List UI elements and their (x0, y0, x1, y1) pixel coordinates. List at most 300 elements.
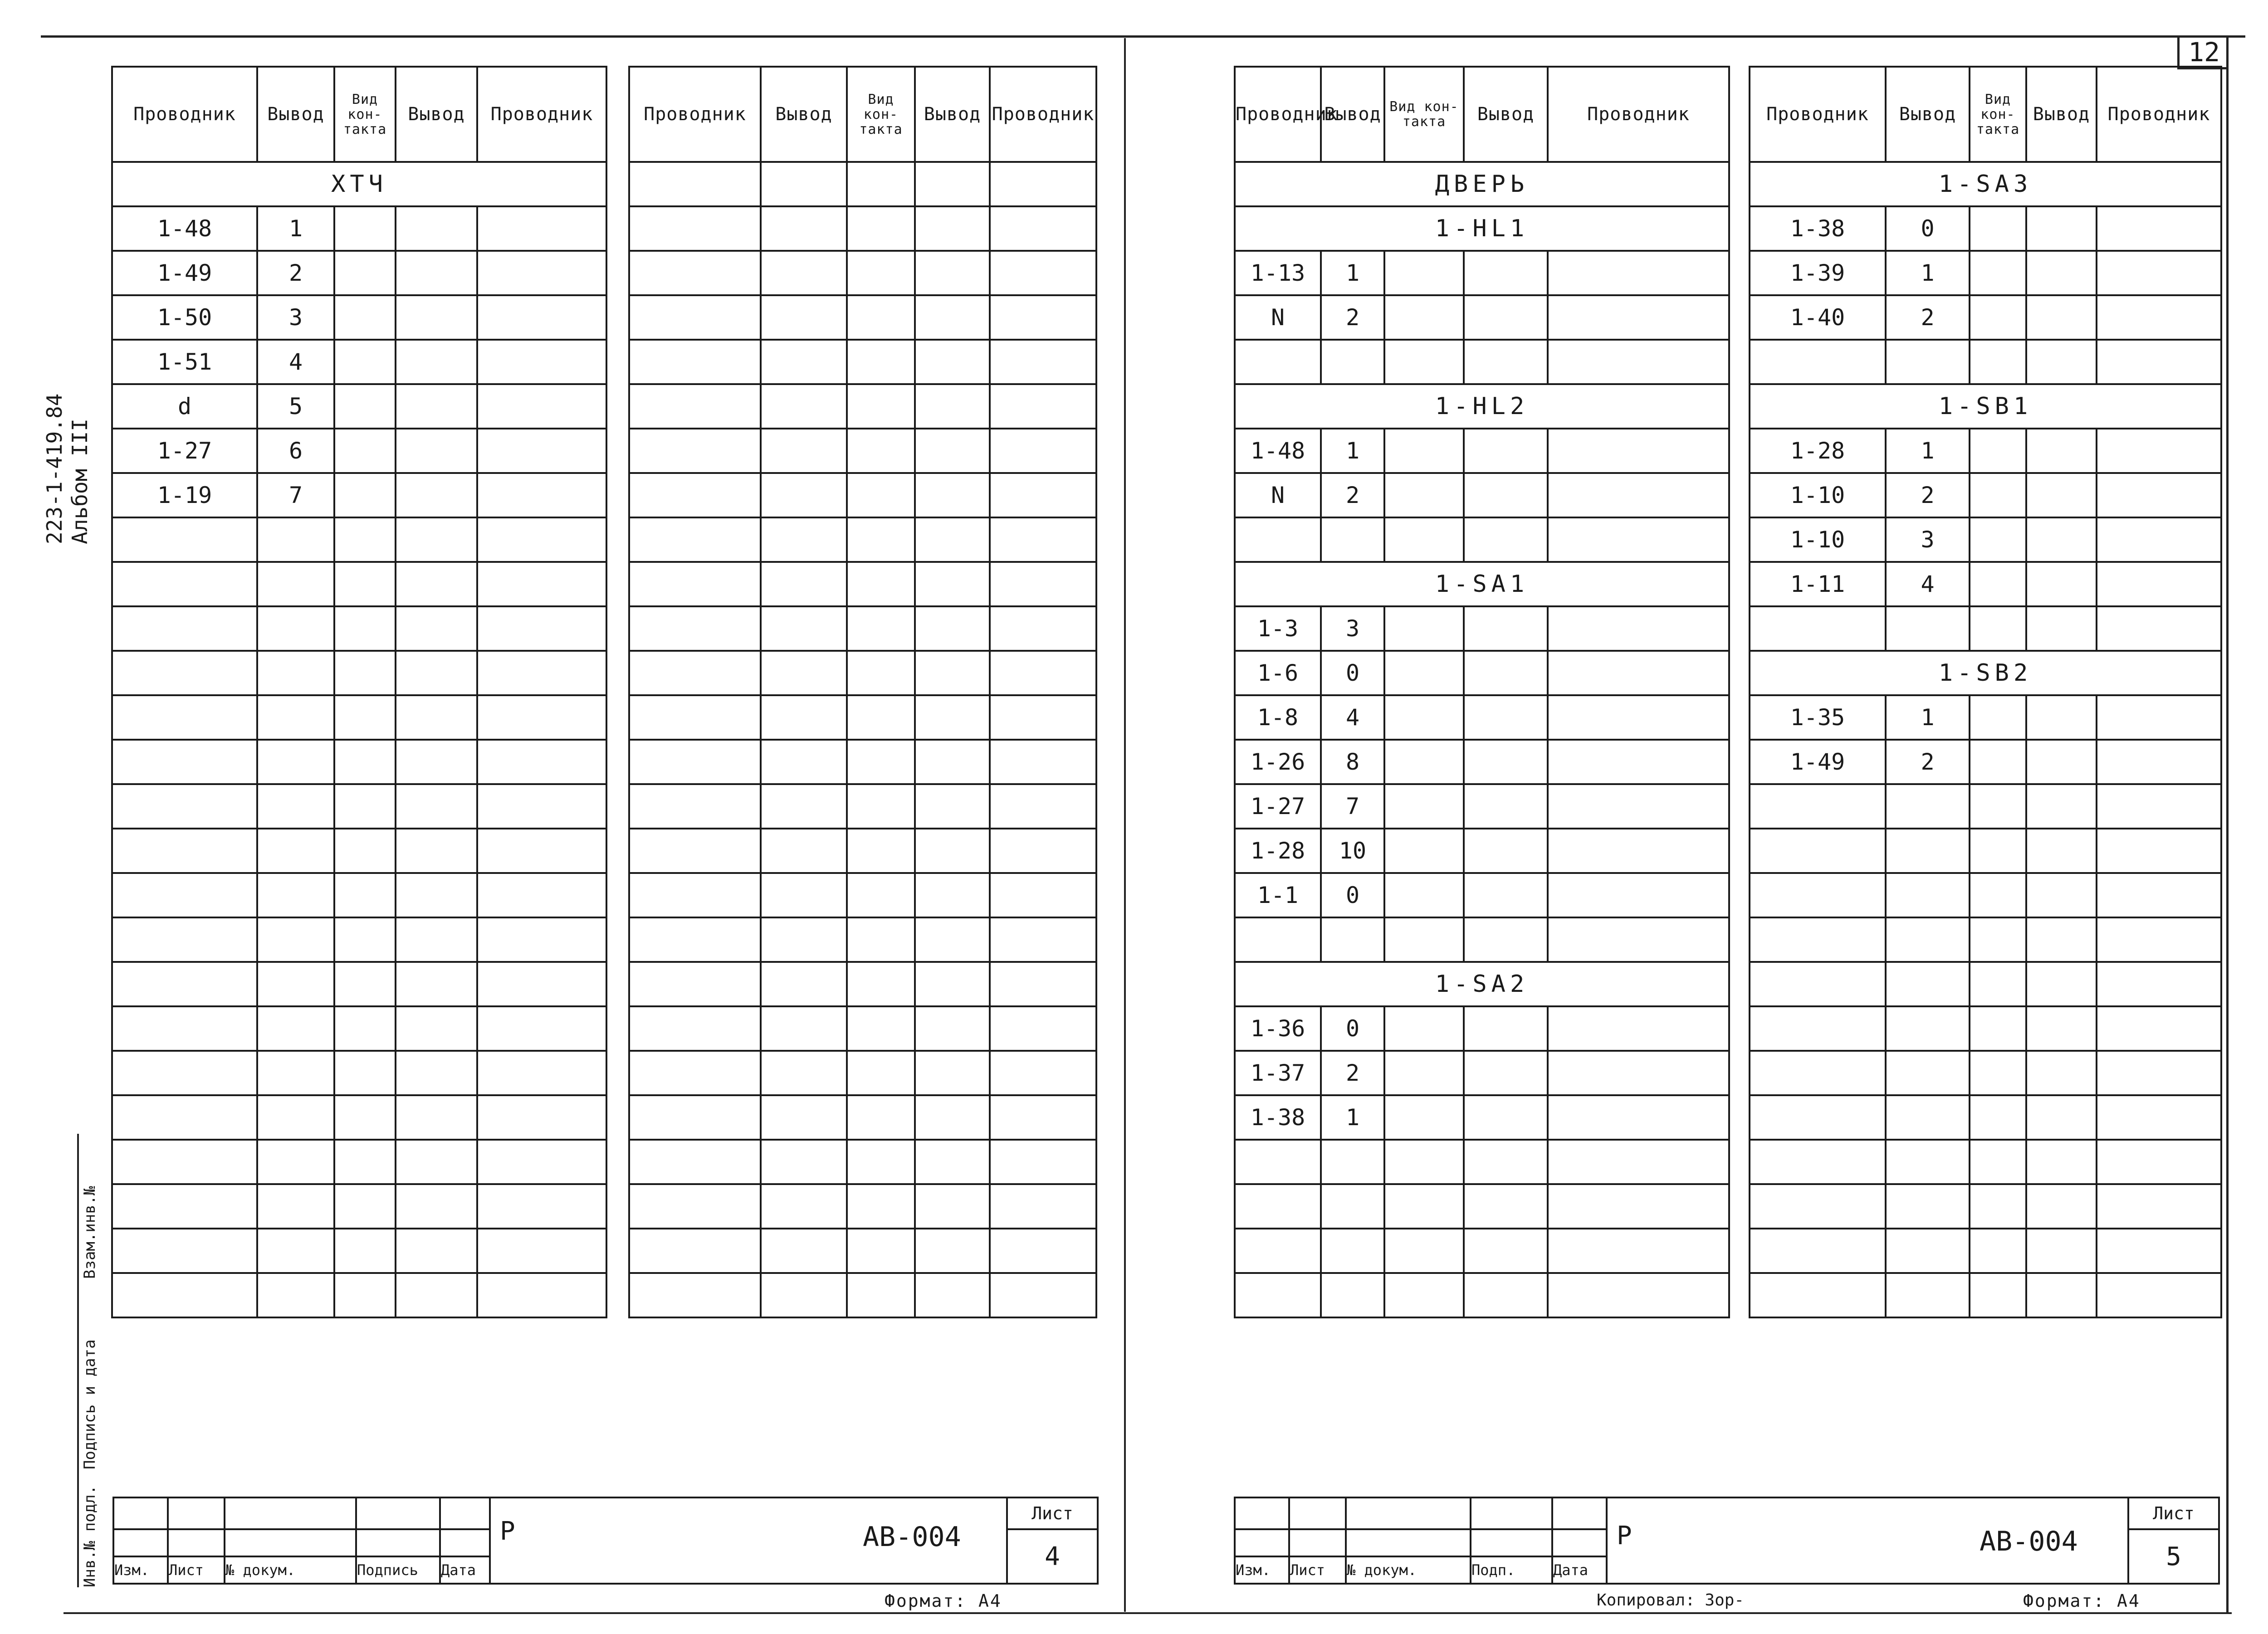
binding-code: 223-1-419.84 (42, 393, 67, 544)
table-cell (847, 740, 915, 784)
table-cell (2097, 1184, 2221, 1229)
table-row (1750, 784, 2221, 829)
left-sheet-number: 4 (1007, 1529, 1098, 1584)
table-cell (915, 206, 990, 251)
table-row (629, 873, 1096, 917)
table-row (1235, 1273, 1729, 1317)
table-cell (1464, 784, 1548, 829)
table-row (1750, 1140, 2221, 1184)
table-cell (1384, 829, 1464, 873)
side-stamp-line (77, 1134, 79, 1587)
table-row (1750, 340, 2221, 384)
table-cell: 3 (1321, 606, 1384, 651)
table-cell (761, 384, 847, 429)
table-cell (629, 651, 761, 695)
table-cell: 3 (257, 295, 334, 340)
table-cell (847, 1273, 915, 1317)
table-row (1750, 917, 2221, 962)
table-cell (761, 606, 847, 651)
table-cell (112, 917, 257, 962)
table-cell (396, 1095, 477, 1140)
table-row (1750, 606, 2221, 651)
table-cell: 5 (257, 384, 334, 429)
table-cell (2026, 295, 2097, 340)
table-cell (1548, 606, 1729, 651)
table-cell: 1-27 (112, 429, 257, 473)
table-cell: 1-51 (112, 340, 257, 384)
section-row (1750, 384, 2221, 429)
table-cell (990, 295, 1096, 340)
table-cell: 1 (1321, 429, 1384, 473)
table-cell: d (112, 384, 257, 429)
table-cell (1384, 1006, 1464, 1051)
table-cell (761, 251, 847, 295)
table-cell (257, 917, 334, 962)
table-cell (334, 1273, 396, 1317)
left-sheet-label: Лист (1007, 1497, 1098, 1529)
table-cell (915, 1140, 990, 1184)
table-row (1235, 295, 1729, 340)
table-cell (1321, 1273, 1384, 1317)
table-cell (477, 473, 606, 517)
table-cell (477, 1051, 606, 1095)
table-cell (334, 517, 396, 562)
table-cell (915, 829, 990, 873)
table-cell (629, 606, 761, 651)
table-cell (2097, 606, 2221, 651)
table-cell (1886, 1140, 1970, 1184)
table-cell (1886, 340, 1970, 384)
table-cell (915, 873, 990, 917)
table-cell (2097, 1051, 2221, 1095)
table-cell (477, 1140, 606, 1184)
right-sheet-number: 5 (2128, 1529, 2219, 1584)
copied-by-label: Копировал: Зор- (1597, 1591, 1745, 1610)
table-cell (1464, 917, 1548, 962)
table-cell (1384, 295, 1464, 340)
table-cell (257, 829, 334, 873)
left-col-date: Дата (440, 1556, 490, 1584)
table-cell (334, 384, 396, 429)
table-cell: 0 (1321, 1006, 1384, 1051)
table-cell (629, 429, 761, 473)
table-cell: 1 (1886, 695, 1970, 740)
right-title-block (1234, 1497, 2220, 1585)
table-cell (990, 606, 1096, 651)
table-cell (629, 517, 761, 562)
table-cell (990, 473, 1096, 517)
side-label-sign-date: Подпись и дата (81, 1339, 99, 1469)
table-cell (1750, 873, 1886, 917)
table-row (1750, 1006, 2221, 1051)
table-cell (761, 206, 847, 251)
table-cell (1970, 1006, 2026, 1051)
table-cell (990, 1051, 1096, 1095)
table-row (629, 740, 1096, 784)
section-title: ДВЕРЬ (1235, 162, 1729, 206)
side-label-inv-orig: Инв.№ подл. (81, 1485, 99, 1587)
table-cell (761, 784, 847, 829)
table-row (1235, 1051, 1729, 1095)
table-row (629, 917, 1096, 962)
table-cell (1970, 1140, 2026, 1184)
table-cell (915, 517, 990, 562)
table-cell (2097, 429, 2221, 473)
table-row (629, 1006, 1096, 1051)
table-cell (1384, 917, 1464, 962)
table-cell (847, 1095, 915, 1140)
table-cell: 10 (1321, 829, 1384, 873)
section-title: 1-HL2 (1235, 384, 1729, 429)
table-cell (915, 251, 990, 295)
table-cell (2097, 1095, 2221, 1140)
table-cell (1750, 1095, 1886, 1140)
table-cell (396, 917, 477, 962)
table-cell (1384, 473, 1464, 517)
section-row (1235, 384, 1729, 429)
table-cell (1970, 1273, 2026, 1317)
table-cell (1970, 873, 2026, 917)
table-cell (915, 473, 990, 517)
table-cell (1384, 740, 1464, 784)
table-cell (477, 740, 606, 784)
table-cell (915, 1229, 990, 1273)
table-cell (1464, 740, 1548, 784)
section-title: ХТЧ (112, 162, 606, 206)
table-cell (990, 873, 1096, 917)
table-cell (334, 651, 396, 695)
table-cell (1548, 784, 1729, 829)
table-cell: N (1235, 295, 1321, 340)
table-row (1750, 1095, 2221, 1140)
table-cell (396, 429, 477, 473)
table-cell: 1-49 (112, 251, 257, 295)
table-cell (1384, 340, 1464, 384)
table-cell (2097, 695, 2221, 740)
table-cell (1548, 340, 1729, 384)
table-row (629, 606, 1096, 651)
table-cell (1384, 784, 1464, 829)
table-row (629, 784, 1096, 829)
table-cell (1235, 917, 1321, 962)
table-cell (1750, 1140, 1886, 1184)
table-cell (1750, 1006, 1886, 1051)
table-cell (1384, 695, 1464, 740)
table-cell: 1-38 (1235, 1095, 1321, 1140)
table-cell (2026, 1229, 2097, 1273)
right-page-table-right (1749, 66, 2222, 1318)
table-cell (1321, 517, 1384, 562)
table-cell: 1-1 (1235, 873, 1321, 917)
table-cell (2026, 1273, 2097, 1317)
table-cell (334, 829, 396, 873)
table-cell (1235, 340, 1321, 384)
table-cell (915, 1273, 990, 1317)
table-cell (396, 873, 477, 917)
table-cell: 1-19 (112, 473, 257, 517)
table-cell (1970, 562, 2026, 606)
table-cell: 1 (1886, 429, 1970, 473)
table-cell (990, 917, 1096, 962)
table-cell (1886, 917, 1970, 962)
table-row (629, 1095, 1096, 1140)
table-cell (629, 917, 761, 962)
table-cell (847, 829, 915, 873)
table-cell (1464, 1006, 1548, 1051)
table-row (629, 829, 1096, 873)
table-cell (112, 873, 257, 917)
table-cell: 1-38 (1750, 206, 1886, 251)
table-cell (761, 429, 847, 473)
table-cell (847, 340, 915, 384)
table-cell (2026, 1095, 2097, 1140)
table-cell (1548, 917, 1729, 962)
table-cell (629, 873, 761, 917)
table-cell (761, 695, 847, 740)
table-cell (396, 473, 477, 517)
table-cell (112, 1140, 257, 1184)
table-cell (847, 517, 915, 562)
table-cell (334, 962, 396, 1006)
header-conductor: Проводник (1750, 67, 1886, 162)
header-terminal: Вывод (761, 67, 847, 162)
table-row (629, 517, 1096, 562)
table-cell (396, 784, 477, 829)
header-conductor: Проводник (2097, 67, 2221, 162)
table-cell (1384, 1051, 1464, 1095)
table-cell (847, 917, 915, 962)
table-cell (847, 784, 915, 829)
table-cell (847, 962, 915, 1006)
table-row (112, 473, 606, 517)
table-cell (990, 562, 1096, 606)
table-cell (1235, 1140, 1321, 1184)
table-cell: 1 (1321, 1095, 1384, 1140)
table-cell (2097, 295, 2221, 340)
table-cell: 2 (1321, 295, 1384, 340)
table-cell: 1-48 (112, 206, 257, 251)
table-cell (1750, 962, 1886, 1006)
table-row (112, 251, 606, 295)
table-cell (1750, 1273, 1886, 1317)
table-cell (761, 962, 847, 1006)
table-row (1235, 473, 1729, 517)
table-row (1235, 1095, 1729, 1140)
right-sheet-label: Лист (2128, 1497, 2219, 1529)
top-edge-line (41, 35, 2245, 38)
table-cell (1886, 829, 1970, 873)
table-row (1235, 740, 1729, 784)
table-cell (990, 251, 1096, 295)
table-cell (396, 695, 477, 740)
table-cell (396, 962, 477, 1006)
table-cell (1384, 651, 1464, 695)
table-cell (334, 1051, 396, 1095)
header-terminal: Вывод (396, 67, 477, 162)
table-cell: 2 (1321, 473, 1384, 517)
table-cell (1750, 1051, 1886, 1095)
table-cell (112, 695, 257, 740)
section-title: 1-HL1 (1235, 206, 1729, 251)
table-row (1235, 1006, 1729, 1051)
table-cell (257, 1229, 334, 1273)
table-cell (396, 606, 477, 651)
table-cell (396, 517, 477, 562)
table-cell (2097, 1006, 2221, 1051)
header-terminal: Вывод (1464, 67, 1548, 162)
table-cell (761, 1184, 847, 1229)
bottom-edge-line (64, 1612, 2232, 1614)
table-cell (257, 517, 334, 562)
header-contact-type: Вид кон-такта (1384, 67, 1464, 162)
table-cell (1548, 1229, 1729, 1273)
table-cell (2026, 1051, 2097, 1095)
table-row (1750, 206, 2221, 251)
table-cell (2097, 829, 2221, 873)
table-row (629, 384, 1096, 429)
table-cell (847, 206, 915, 251)
table-cell (990, 1229, 1096, 1273)
table-cell: 1-10 (1750, 473, 1886, 517)
table-cell (847, 695, 915, 740)
table-cell (2026, 695, 2097, 740)
table-cell (257, 562, 334, 606)
table-row (112, 295, 606, 340)
table-cell (915, 1006, 990, 1051)
section-row (1235, 962, 1729, 1006)
table-cell (396, 251, 477, 295)
binding-label (42, 394, 93, 544)
table-cell (629, 962, 761, 1006)
table-cell (477, 1184, 606, 1229)
table-cell (2026, 1140, 2097, 1184)
table-row (1235, 917, 1729, 962)
header-conductor: Проводник (629, 67, 761, 162)
table-cell: 1-37 (1235, 1051, 1321, 1095)
table-cell (112, 740, 257, 784)
table-cell (334, 1229, 396, 1273)
table-row (112, 829, 606, 873)
table-cell: 1-28 (1750, 429, 1886, 473)
table-cell (1548, 473, 1729, 517)
left-col-docnum: № докум. (225, 1556, 356, 1584)
table-cell (257, 695, 334, 740)
table-cell: 2 (1886, 473, 1970, 517)
table-row (112, 962, 606, 1006)
table-cell (477, 429, 606, 473)
table-row (1750, 1051, 2221, 1095)
section-row (1750, 651, 2221, 695)
table-cell (1886, 1051, 1970, 1095)
table-cell (990, 206, 1096, 251)
table-row (1235, 429, 1729, 473)
table-cell (1384, 251, 1464, 295)
table-cell (1886, 1006, 1970, 1051)
table-cell (396, 384, 477, 429)
table-cell (334, 917, 396, 962)
table-cell (1321, 340, 1384, 384)
table-cell: 1-11 (1750, 562, 1886, 606)
table-cell (629, 1006, 761, 1051)
table-cell (1970, 962, 2026, 1006)
table-cell: 1 (1886, 251, 1970, 295)
table-cell (761, 162, 847, 206)
right-col-date: Дата (1552, 1556, 1607, 1584)
table-cell (1970, 473, 2026, 517)
table-cell (396, 295, 477, 340)
left-format-label: Формат: А4 (885, 1591, 1002, 1611)
table-row (112, 606, 606, 651)
table-cell (334, 295, 396, 340)
table-cell (112, 1095, 257, 1140)
table-row (112, 517, 606, 562)
table-row (112, 784, 606, 829)
table-cell (1970, 251, 2026, 295)
section-row (1235, 206, 1729, 251)
table-cell (847, 384, 915, 429)
table-cell (847, 562, 915, 606)
table-cell (477, 873, 606, 917)
table-row (629, 340, 1096, 384)
header-terminal: Вывод (257, 67, 334, 162)
table-cell (629, 695, 761, 740)
left-col-sign: Подпись (356, 1556, 440, 1584)
table-cell (915, 295, 990, 340)
table-cell (334, 473, 396, 517)
section-row (1750, 162, 2221, 206)
table-cell (1970, 784, 2026, 829)
table-cell (847, 1229, 915, 1273)
table-cell (112, 606, 257, 651)
table-cell (847, 606, 915, 651)
table-cell (1464, 473, 1548, 517)
table-cell (334, 873, 396, 917)
table-cell (629, 1140, 761, 1184)
table-cell (629, 162, 761, 206)
table-cell (1886, 962, 1970, 1006)
table-cell (2026, 606, 2097, 651)
table-row (1235, 873, 1729, 917)
table-cell (2026, 251, 2097, 295)
table-cell (112, 1006, 257, 1051)
table-cell (396, 740, 477, 784)
table-cell (2097, 562, 2221, 606)
table-cell (2097, 251, 2221, 295)
table-cell (477, 251, 606, 295)
table-cell (396, 340, 477, 384)
table-row (629, 695, 1096, 740)
table-cell (629, 206, 761, 251)
table-cell: 1-10 (1750, 517, 1886, 562)
table-cell (761, 1140, 847, 1184)
table-cell (629, 1095, 761, 1140)
table-cell: 1-36 (1235, 1006, 1321, 1051)
table-cell (990, 429, 1096, 473)
table-cell (477, 606, 606, 651)
table-cell (1548, 295, 1729, 340)
table-cell (396, 651, 477, 695)
table-cell (1548, 829, 1729, 873)
table-cell (2097, 1140, 2221, 1184)
table-cell (1886, 784, 1970, 829)
table-cell (112, 1051, 257, 1095)
table-cell (1384, 1140, 1464, 1184)
table-cell (2026, 873, 2097, 917)
table-row (112, 1229, 606, 1273)
table-row (1235, 251, 1729, 295)
table-row (629, 295, 1096, 340)
table-cell (1970, 517, 2026, 562)
